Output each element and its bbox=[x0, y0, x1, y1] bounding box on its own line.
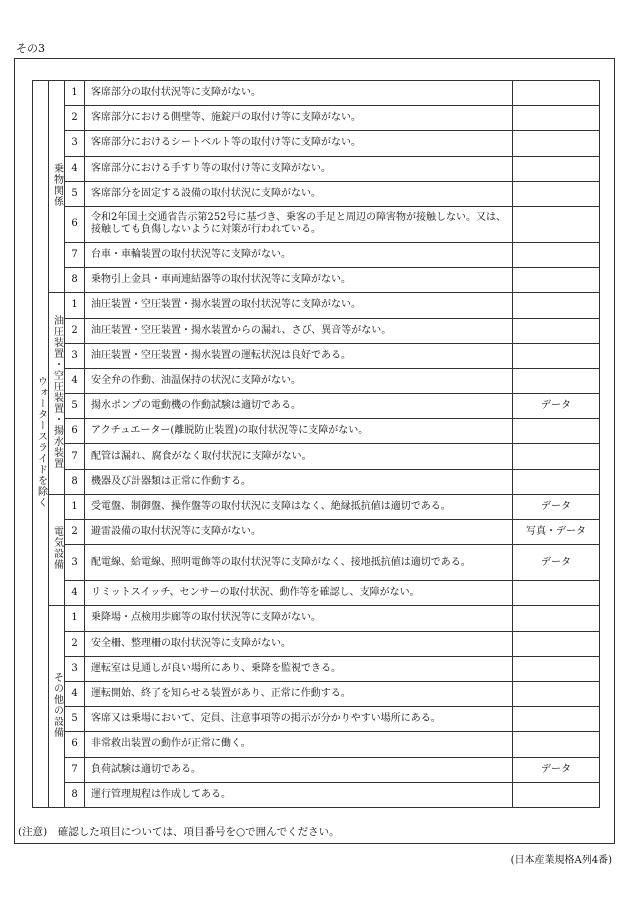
item-remark bbox=[513, 181, 600, 206]
table-row bbox=[33, 293, 600, 318]
item-number: 3 bbox=[65, 656, 85, 681]
table-row bbox=[33, 106, 600, 131]
table-row bbox=[33, 206, 600, 242]
item-remark bbox=[513, 106, 600, 131]
item-remark bbox=[513, 681, 600, 706]
item-text: 客席部分における側壁等、施錠戸の取付け等に支障がない。 bbox=[85, 106, 513, 131]
item-text: 乗物引上金具・車両連結器等の取付状況等に支障がない。 bbox=[85, 268, 513, 293]
item-remark: データ bbox=[513, 545, 600, 581]
table-row bbox=[33, 469, 600, 494]
item-number: 5 bbox=[65, 394, 85, 419]
item-text: 配電線、給電線、照明電飾等の取付状況等に支障がなく、接地抵抗値は適切である。 bbox=[85, 545, 513, 581]
item-number: 2 bbox=[65, 520, 85, 545]
group-label bbox=[49, 81, 65, 293]
item-number: 4 bbox=[65, 368, 85, 393]
item-remark bbox=[513, 368, 600, 393]
table-row bbox=[33, 368, 600, 393]
item-remark bbox=[513, 631, 600, 656]
item-remark bbox=[513, 444, 600, 469]
item-text: 避雷設備の取付状況等に支障がない。 bbox=[85, 520, 513, 545]
item-text: 安全弁の作動、油温保持の状況に支障がない。 bbox=[85, 368, 513, 393]
item-text: 安全柵、整理柵の取付状況等に支障がない。 bbox=[85, 631, 513, 656]
group-name: 電気設備 bbox=[51, 526, 63, 571]
table-row bbox=[33, 631, 600, 656]
item-text: 運行管理規程は作成してある。 bbox=[85, 782, 513, 807]
item-remark bbox=[513, 469, 600, 494]
item-remark: データ bbox=[513, 494, 600, 519]
table-row bbox=[33, 581, 600, 606]
item-text: アクチュエーター(離脱防止装置)の取付状況等に支障がない。 bbox=[85, 419, 513, 444]
table-row bbox=[33, 419, 600, 444]
item-text: 運転室は見通しが良い場所にあり、乗降を監視できる。 bbox=[85, 656, 513, 681]
paper-size-footer: (日本産業規格A列4番) bbox=[510, 855, 612, 866]
item-text: 非常救出装置の動作が正常に働く。 bbox=[85, 732, 513, 757]
group-label bbox=[49, 606, 65, 808]
item-text: 油圧装置・空圧装置・揚水装置からの漏れ、さび、異音等がない。 bbox=[85, 318, 513, 343]
item-remark bbox=[513, 268, 600, 293]
item-text: 客席部分における手すり等の取付け等に支障がない。 bbox=[85, 156, 513, 181]
item-number: 3 bbox=[65, 131, 85, 156]
item-number: 7 bbox=[65, 444, 85, 469]
item-remark bbox=[513, 156, 600, 181]
table-row bbox=[33, 681, 600, 706]
table-row bbox=[33, 394, 600, 419]
table-row bbox=[33, 732, 600, 757]
note-text: (注意) 確認した項目については、項目番号を○で囲んでください。 bbox=[18, 826, 340, 838]
table-row bbox=[33, 606, 600, 631]
table-row bbox=[33, 520, 600, 545]
item-text: 客席部分におけるシートベルト等の取付け等に支障がない。 bbox=[85, 131, 513, 156]
item-text: リミットスイッチ、センサーの取付状況、動作等を確認し、支障がない。 bbox=[85, 581, 513, 606]
item-number: 6 bbox=[65, 419, 85, 444]
item-text: 令和2年国土交通省告示第252号に基づき、乗客の手足と周辺の障害物が接触しない。又は、接触しても負傷しないように対策が行われている。 bbox=[85, 206, 513, 242]
item-text: 油圧装置・空圧装置・揚水装置の取付状況等に支障がない。 bbox=[85, 293, 513, 318]
table-row bbox=[33, 343, 600, 368]
table-row bbox=[33, 757, 600, 782]
item-number: 6 bbox=[65, 732, 85, 757]
item-remark bbox=[513, 606, 600, 631]
item-remark: 写真・データ bbox=[513, 520, 600, 545]
item-remark bbox=[513, 581, 600, 606]
table-row bbox=[33, 494, 600, 519]
item-remark bbox=[513, 131, 600, 156]
table-row bbox=[33, 656, 600, 681]
item-number: 5 bbox=[65, 181, 85, 206]
group-name: 油圧装置・空圧装置・揚水装置 bbox=[51, 314, 63, 469]
group-name: 乗物関係 bbox=[51, 162, 63, 207]
item-text: 油圧装置・空圧装置・揚水装置の運転状況は良好である。 bbox=[85, 343, 513, 368]
item-text: 揚水ポンプの電動機の作動試験は適切である。 bbox=[85, 394, 513, 419]
group-label bbox=[49, 494, 65, 606]
category-label bbox=[33, 81, 49, 808]
item-remark bbox=[513, 343, 600, 368]
group-label bbox=[49, 293, 65, 495]
item-remark bbox=[513, 732, 600, 757]
table-row bbox=[33, 318, 600, 343]
item-number: 4 bbox=[65, 156, 85, 181]
item-text: 台車・車輪装置の取付状況等に支障がない。 bbox=[85, 242, 513, 267]
table-row bbox=[33, 268, 600, 293]
checklist-table bbox=[32, 80, 600, 808]
item-remark bbox=[513, 242, 600, 267]
table-row bbox=[33, 707, 600, 732]
item-remark bbox=[513, 656, 600, 681]
item-number: 2 bbox=[65, 318, 85, 343]
item-text: 客席部分を固定する設備の取付状況に支障がない。 bbox=[85, 181, 513, 206]
item-number: 8 bbox=[65, 268, 85, 293]
item-number: 6 bbox=[65, 206, 85, 242]
item-text: 客席部分の取付状況等に支障がない。 bbox=[85, 81, 513, 106]
item-number: 1 bbox=[65, 81, 85, 106]
table-row bbox=[33, 181, 600, 206]
item-remark bbox=[513, 782, 600, 807]
item-remark bbox=[513, 293, 600, 318]
item-number: 3 bbox=[65, 343, 85, 368]
item-text: 受電盤、制御盤、操作盤等の取付状況に支障はなく、絶縁抵抗値は適切である。 bbox=[85, 494, 513, 519]
table-row bbox=[33, 81, 600, 106]
page-label: その3 bbox=[16, 42, 45, 55]
table-row bbox=[33, 242, 600, 267]
category-text: ウォータースライドを除く bbox=[35, 375, 47, 508]
table-row bbox=[33, 131, 600, 156]
table-row bbox=[33, 444, 600, 469]
item-remark bbox=[513, 707, 600, 732]
item-number: 8 bbox=[65, 782, 85, 807]
item-number: 3 bbox=[65, 545, 85, 581]
item-remark: データ bbox=[513, 757, 600, 782]
item-text: 客席又は乗場において、定員、注意事項等の掲示が分かりやすい場所にある。 bbox=[85, 707, 513, 732]
item-number: 1 bbox=[65, 293, 85, 318]
item-number: 1 bbox=[65, 494, 85, 519]
item-number: 5 bbox=[65, 707, 85, 732]
group-name: その他の設備 bbox=[51, 671, 63, 738]
item-text: 乗降場・点検用歩廊等の取付状況等に支障がない。 bbox=[85, 606, 513, 631]
item-number: 1 bbox=[65, 606, 85, 631]
item-number: 2 bbox=[65, 106, 85, 131]
item-remark bbox=[513, 206, 600, 242]
item-remark bbox=[513, 81, 600, 106]
item-text: 運転開始、終了を知らせる装置があり、正常に作動する。 bbox=[85, 681, 513, 706]
table-row bbox=[33, 782, 600, 807]
table-row bbox=[33, 545, 600, 581]
item-text: 負荷試験は適切である。 bbox=[85, 757, 513, 782]
item-text: 機器及び計器類は正常に作動する。 bbox=[85, 469, 513, 494]
item-number: 4 bbox=[65, 681, 85, 706]
item-number: 4 bbox=[65, 581, 85, 606]
item-number: 8 bbox=[65, 469, 85, 494]
item-number: 7 bbox=[65, 242, 85, 267]
item-number: 7 bbox=[65, 757, 85, 782]
item-remark bbox=[513, 419, 600, 444]
table-row bbox=[33, 156, 600, 181]
item-number: 2 bbox=[65, 631, 85, 656]
item-remark bbox=[513, 318, 600, 343]
item-text: 配管は漏れ、腐食がなく取付状況に支障がない。 bbox=[85, 444, 513, 469]
item-remark: データ bbox=[513, 394, 600, 419]
